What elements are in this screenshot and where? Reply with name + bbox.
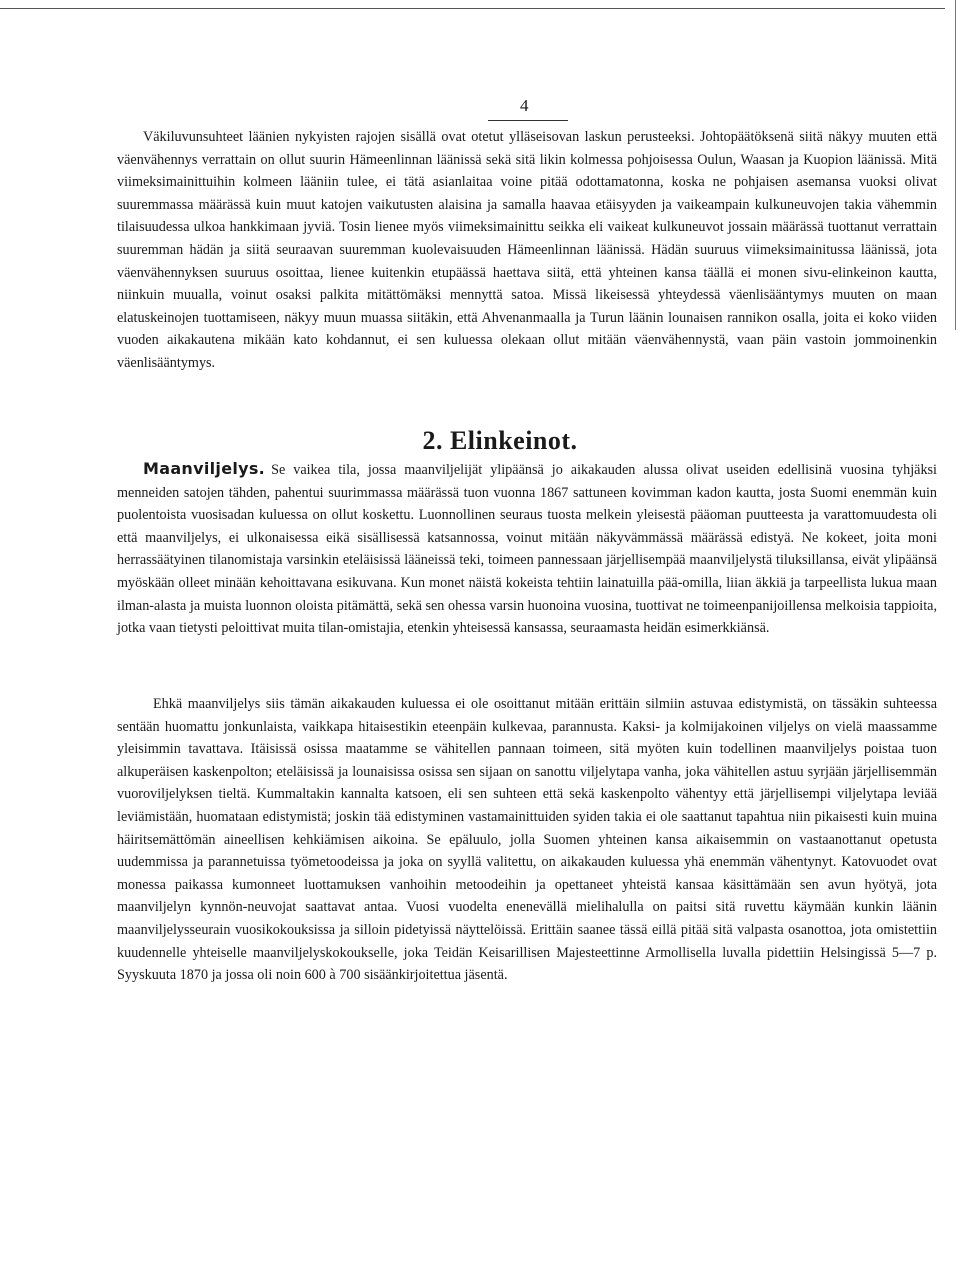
run-in-heading: Maanviljelys. [143,459,266,478]
right-scan-edge [955,0,956,330]
page-number-underline [488,120,568,121]
paragraph-population-summary: Väkiluvunsuhteet läänien nykyisten rajojen sisällä ovat otetut ylläseisovan laskun perusteeksi. Johtopäätöksenä siitä näkyy muuten että väenvähennys verrattain on ollut suurin Hämeenlinnan läänissä sekä sitä likin kolmessa pohjoisessa Oulun, Waasan ja Kuopion läänissä. Mitä viimeksimainittuihin kolmeen lääniin tulee, ei tätä asianlaitaa voine pitää odottamatonna, koska ne pohjaisen asemansa vuoksi olivat suuremmassa määrässä kuin muut katojen vaikutusten alaisina ja samalla haavaa etäisyyden ja vaikeampain kulkuneuvojen takia vähemmin tilaisuudessa ulkoa hankkimaan jyviä. Tosin lienee myös viimeksimainittu seikka eli vaikeat kulkuneuvot jossain määrässä tuottanut verrattain suuremman hädän ja siitä seuraavan suuremman kuolevaisuuden Hämeenlinnan läänissä. Hädän suuruus viimeksimainitussa läänissä, jota väenvähennyksen suuruus osoittaa, lienee kuitenkin etupäässä haettava siitä, että yhteinen kansa täällä ei monen sivu-elinkeinon kautta, niinkuin muualla, voinut osaksi palkita mitättömäksi mennyttä satoa. Missä likeisessä yhteydessä väenlisääntymys muuten on maan elatuskeinojen tuottamiseen, näkyy muun muassa siitäkin, että Ahvenanmaalla ja Turun läänin lounaisen rannikon osalla, joita ei koko viiden vuoden aikakautena mikään kato kohdannut, ei sen kuluessa olekaan ollut mitään väenvähennystä, vaan päin vastoin jommoinenkin väenlisääntymys. [117,129,937,371]
paragraph-agriculture [117,458,937,640]
paragraph-agriculture-text: Se vaikea tila, jossa maanviljelijät ylipäänsä jo aikakauden alussa olivat useiden edellisinä vuosina tyhjäksi menneiden satojen tähden, pahentui suurimmassa määrässä tuon vuonna 1867 sattuneen kovimman kadon kautta, josta Suomi enemmän kuin puolentoista vuosisadan kuluessa on ollut koskettu. Luonnollinen seuraus tuosta melkein yleisestä pääoman puutteesta ja varattomuudesta oli että maanviljelys, ei ulkonaisessa eikä sisällisessä katsannossa, voinut mitään näkyvämmässä määrässä edistyä. Ne kokeet, joita moni herrassäätyinen tilanomistaja varsinkin eteläisissä lääneissä teki, toimeen pannessaan järjellisempää maanviljelystä tiluksillansa, eivät ylipäänsä myöskään olleet minään kehoittavana esikuvana. Kun monet näistä kokeista tehtiin lainatuilla pää-omilla, liian äkkiä ja tarpeellista lukua maan ilman-alasta ja muista luonnon oloista pitämättä, sekä sen ohessa varsin huonoina vuosina, tuottivat ne toimeenpanijoillensa melkoisia tappioita, jotka vaan tietysti peloittivat muita tilan-omistajia, etenkin yhteisessä kansassa, seuraamasta heidän esimerkkiänsä. [117,462,937,637]
top-scan-rule [0,8,945,9]
page-number: 4 [520,96,529,115]
paragraph-agriculture-progress: Ehkä maanviljelys siis tämän aikakauden kuluessa ei ole osoittanut mitään erittäin silmiin astuvaa edistymistä, on tässäkin suhteessa sentään huomattu jonkunlaista, vaikkapa hitaisestikin eteenpäin kulkevaa, parannusta. Kaksi- ja kolmijakoinen viljelys on vielä maassamme yleisimmin tavattava. Itäisissä osissa maatamme se vähitellen pannaan toimeen, sitä myöten kuin todellinen maanviljelys poistaa tuon alkuperäisen kaskenpolton; eteläisissä ja lounaisissa osissa sen sijaan on sanottu viljelytapa vanha, joka vähitellen astuu syrjään järjellisemmän vuoroviljelyksen tieltä. Kummaltakin kannalta katsoen, eli sen suhteen että sekä kaskenpolto vähentyy että järjellisempi viljelytapa leviää leviämistään, huomataan edistymistä; joskin tää edistyminen vastamainittuiden syiden takia ei ole saattanut tapahtua niin pikaisesti kuin muina häiritsemättömän aineellisen kehkiämisen aikoina. Se epäluulo, jolla Suomen yhteinen kansa aikaisemmin on vastaanottanut opetusta uudemmissa ja parannetuissa työmetoodeissa ja joka on syyllä valitettu, on aikakauden kuluessa yhä enemmän vähentynyt. Katovuodet ovat monessa paikassa kumonneet luottamuksen vanhoihin metoodeihin ja opettaneet yhteistä kansaa käsittämään sen avun hyötyä, jota maanviljelyn kynnön-neuvojat saattavat antaa. Vuosi vuodelta enenevällä mielihalulla on paitsi sitä ruvettu käymään kunkin läänin maanviljelysseurain vuosikokouksissa ja silloin pidetyissä näyttelöissä. Erittäin saanee tässä eillä pitää sitä valpasta osanottoa, jota omistettiin kuudennelle yhteiselle maanviljelyskokoukselle, joka Teidän Keisarillisen Majesteettinne Armollisella luvalla pidettiin Helsingissä 5—7 p. Syyskuuta 1870 ja jossa oli noin 600 à 700 sisäänkirjoitettua jäsentä. [117,696,937,984]
section-heading: 2. Elinkeinot. [422,426,578,455]
